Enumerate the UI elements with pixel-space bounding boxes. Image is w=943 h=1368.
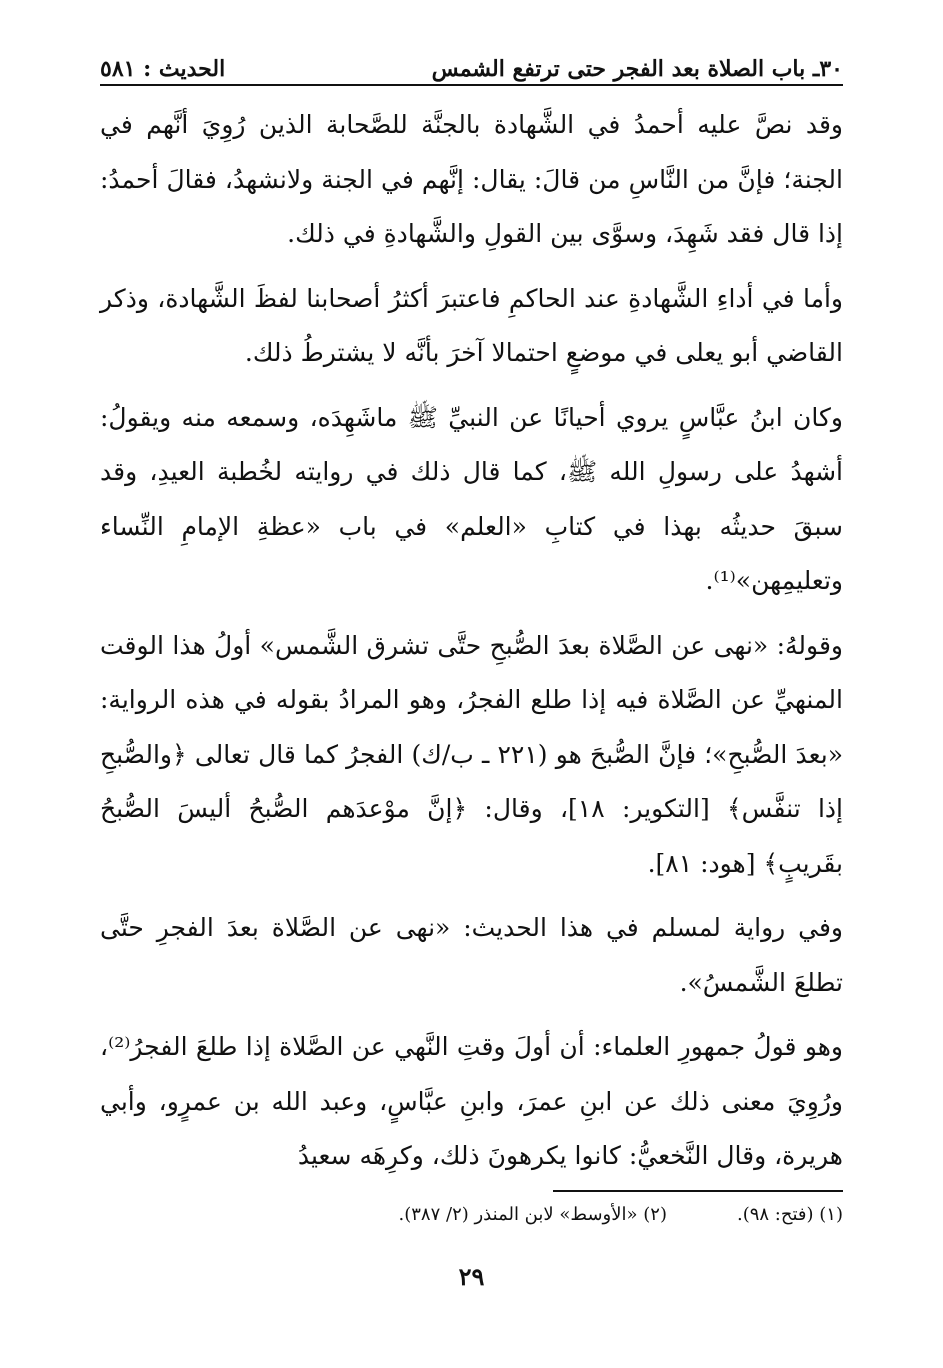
paragraph: وفي رواية لمسلم في هذا الحديث: «نهى عن الصَّلاة بعدَ الفجرِ حتَّى تطلعَ الشَّمسُ».: [100, 913, 843, 997]
footnote-2: (٢) «الأوسط» لابن المنذر (٢/ ٣٨٧).: [398, 1204, 667, 1225]
hadith-number: الحديث : ٥٨١: [100, 56, 226, 82]
paragraph: وهو قولُ جمهورِ العلماء: أن أولَ وقتِ النَّهي عن الصَّلاة إذا طلعَ الفجرُ⁽²⁾، ورُوِيَ معنى ذلك عن ابنِ عمرَ، وابنِ عبَّاسٍ، وعبد الله بن عمرٍو، وأبي هريرة، وقال النَّخعيُّ: كانوا يكرهونَ ذلك، وكرِهَه سعيدُ: [100, 1032, 843, 1170]
footnotes: [100, 1204, 843, 1225]
paragraph: وكان ابنُ عبَّاسٍ يروي أحيانًا عن النبيِّ ﷺ ماشَهِدَه، وسمعه منه ويقولُ: أشهدُ على رسولِ الله ﷺ، كما قال ذلك في روايته لخُطبة العيدِ، وقد سبقَ حديثُه بهذا في كتابِ «العلم» في باب «عظةِ الإمامِ النِّساء وتعليمِهن»⁽¹⁾.: [100, 402, 843, 595]
main-text: [100, 98, 843, 1194]
paragraph: وقولهُ: «نهى عن الصَّلاة بعدَ الصُّبحِ حتَّى تشرق الشَّمس» أولُ هذا الوقت المنهيِّ عن الصَّلاة فيه إذا طلع الفجرُ، وهو المرادُ بقوله في هذه الرواية: «بعدَ الصُّبحِ»؛ فإنَّ الصُّبحَ هو (٢٢١ ـ ب/ك) الفجرُ كما قال تعالى ﴿والصُّبحِ إذا تنفَّس﴾ [التكوير: ١٨]، وقال: ﴿إنَّ موْعدَهم الصُّبحُ أليسَ الصُّبحُ بقَريبٍ﴾ [هود: ٨١].: [100, 630, 843, 878]
paragraph: وأما في أداءِ الشَّهادةِ عند الحاكمِ فاعتبرَ أكثرُ أصحابنا لفظَ الشَّهادة، وذكر القاضي أبو يعلى في موضعٍ احتمالا آخرَ بأنَّه لا يشترطُ ذلك.: [100, 283, 843, 367]
page-number: ٢٩: [458, 1262, 485, 1291]
chapter-title: ٣٠ـ باب الصلاة بعد الفجر حتى ترتفع الشمس: [431, 56, 843, 82]
footnote-1: (١) (فتح: ٩٨).: [736, 1204, 843, 1225]
header-divider: [100, 84, 843, 86]
paragraph: وقد نصَّ عليه أحمدُ في الشَّهادة بالجنَّة للصَّحابة الذين رُوِيَ أنَّهم في الجنة؛ فإنَّ من النَّاسِ من قالَ: يقال: إنَّهم في الجنة ولانشهدُ، فقالَ أحمدُ: إذا قال فقد شَهِدَ، وسوَّى بين القولِ والشَّهادةِ في ذلك.: [100, 110, 843, 248]
footnote-divider: [553, 1190, 843, 1192]
running-header: [100, 42, 843, 82]
